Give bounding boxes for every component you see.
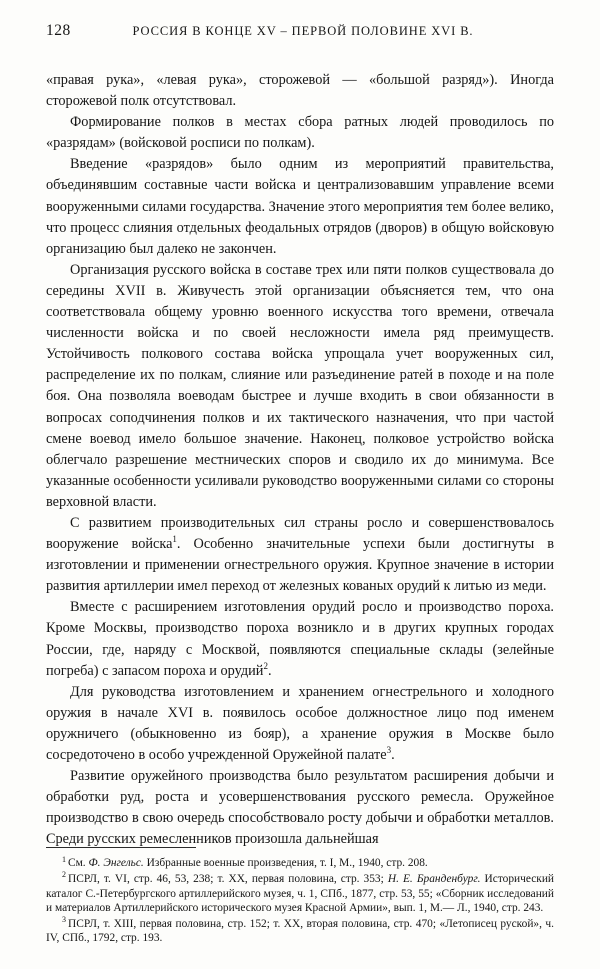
running-title: РОССИЯ В КОНЦЕ XV – ПЕРВОЙ ПОЛОВИНЕ XVI В. bbox=[132, 24, 474, 38]
paragraph: Вместе с расширением изготовления орудий росло и производство пороха. Кроме Москвы, производство пороха возникло и в других крупных городах России, где, наряду с Москвой, появляются специальные склады (зелейные погреба) с запасом пороха и орудий$^2$. bbox=[46, 599, 554, 679]
footnotes bbox=[46, 847, 554, 947]
footnote-separator bbox=[46, 847, 196, 848]
footnote bbox=[46, 856, 554, 871]
footnote-text: ПСРЛ, т. VI, стр. 46, 53, 238; т. XX, первая половина, стр. 353; Н. Е. Бранденбург. Исторический каталог С.-Петербургского артиллерийского музея, ч. 1, СПб., 1877, стр. 53, 55; «Сборник исследований и материалов Артиллерийского исторического музея Красной Армии», вып. 1, М.— Л., 1940, стр. 243. bbox=[46, 873, 555, 915]
footnote bbox=[46, 872, 554, 916]
paragraph: «правая рука», «левая рука», сторожевой — «большой разряд»). Иногда сторожевой полк отсутствовал. bbox=[46, 72, 554, 110]
paragraph: Для руководства изготовлением и хранением огнестрельного и холодного оружия в начале XVI в. появилось особое должностное лицо под именем оружничего (обыкновенно из бояр), а хранение оружия в Москве было сосредоточено в особо учрежденной Оружейной палате$^3$. bbox=[46, 683, 554, 763]
paragraph: Развитие оружейного производства было результатом расширения добычи и обработки руд, роста и усовершенствования русского ремесла. Оружейное производство в свою очередь способствовало росту добычи и обработки металлов. Среди русских ремесленников произошла дальнейшая bbox=[46, 768, 554, 848]
footnote-marker: 2 bbox=[62, 870, 66, 880]
footnote-text: ПСРЛ, т. XIII, первая половина, стр. 152; т. XX, вторая половина, стр. 470; «Летописец руской», ч. IV, СПб., 1792, стр. 193. bbox=[46, 917, 554, 945]
footnote-marker: 1 bbox=[62, 854, 66, 864]
running-head bbox=[46, 22, 554, 40]
footnote-marker: 3 bbox=[62, 915, 66, 925]
footnote-text: См. Ф. Энгельс. Избранные военные произведения, т. I, М., 1940, стр. 208. bbox=[68, 857, 428, 870]
paragraph: Организация русского войска в составе трех или пяти полков существовала до середины XVII в. Живучесть этой организации объясняется тем, что она соответствовала общему уровню военного искусства того времени, отвечала численности войска и по своей несложности имела ряд преимуществ. Устойчивость полкового состава войска упрощала учет вооруженных сил, распределение их по полкам, слияние или разъединение ратей в походе и на поле боя. Она позволяла воеводам быстрее и лучше входить в свои обязанности в вопросах соподчинения полков и их тактического назначения, что при частой смене воевод имело большое значение. Наконец, полковое устройство войска облегчало разрешение местнических споров и сводило их до минимума. Все указанные особенности усиливали руководство вооруженными силами со стороны верховной власти. bbox=[46, 261, 554, 510]
paragraph: Введение «разрядов» было одним из мероприятий правительства, объединявшим составные части войска и централизовавшим управление всеми вооруженными силами государства. Значение этого мероприятия тем более велико, что процесс слияния отдельных феодальных отрядов (дворов) в общую войсковую организацию был далеко не закончен. bbox=[46, 156, 554, 257]
page-number: 128 bbox=[46, 22, 71, 39]
body-text bbox=[46, 70, 554, 850]
paragraph: С развитием производительных сил страны росло и совершенствовалось вооружение войска$^1$. Особенно значительные успехи были достигнуты в изготовлении и применении огнестрельного оружия. Крупное значение в истории развития артиллерии имел переход от железных кованых орудий к литью из меди. bbox=[46, 514, 554, 595]
paragraph: Формирование полков в местах сбора ратных людей проводилось по «разрядам» (войсковой росписи по полкам). bbox=[46, 114, 554, 152]
footnote bbox=[46, 917, 554, 946]
